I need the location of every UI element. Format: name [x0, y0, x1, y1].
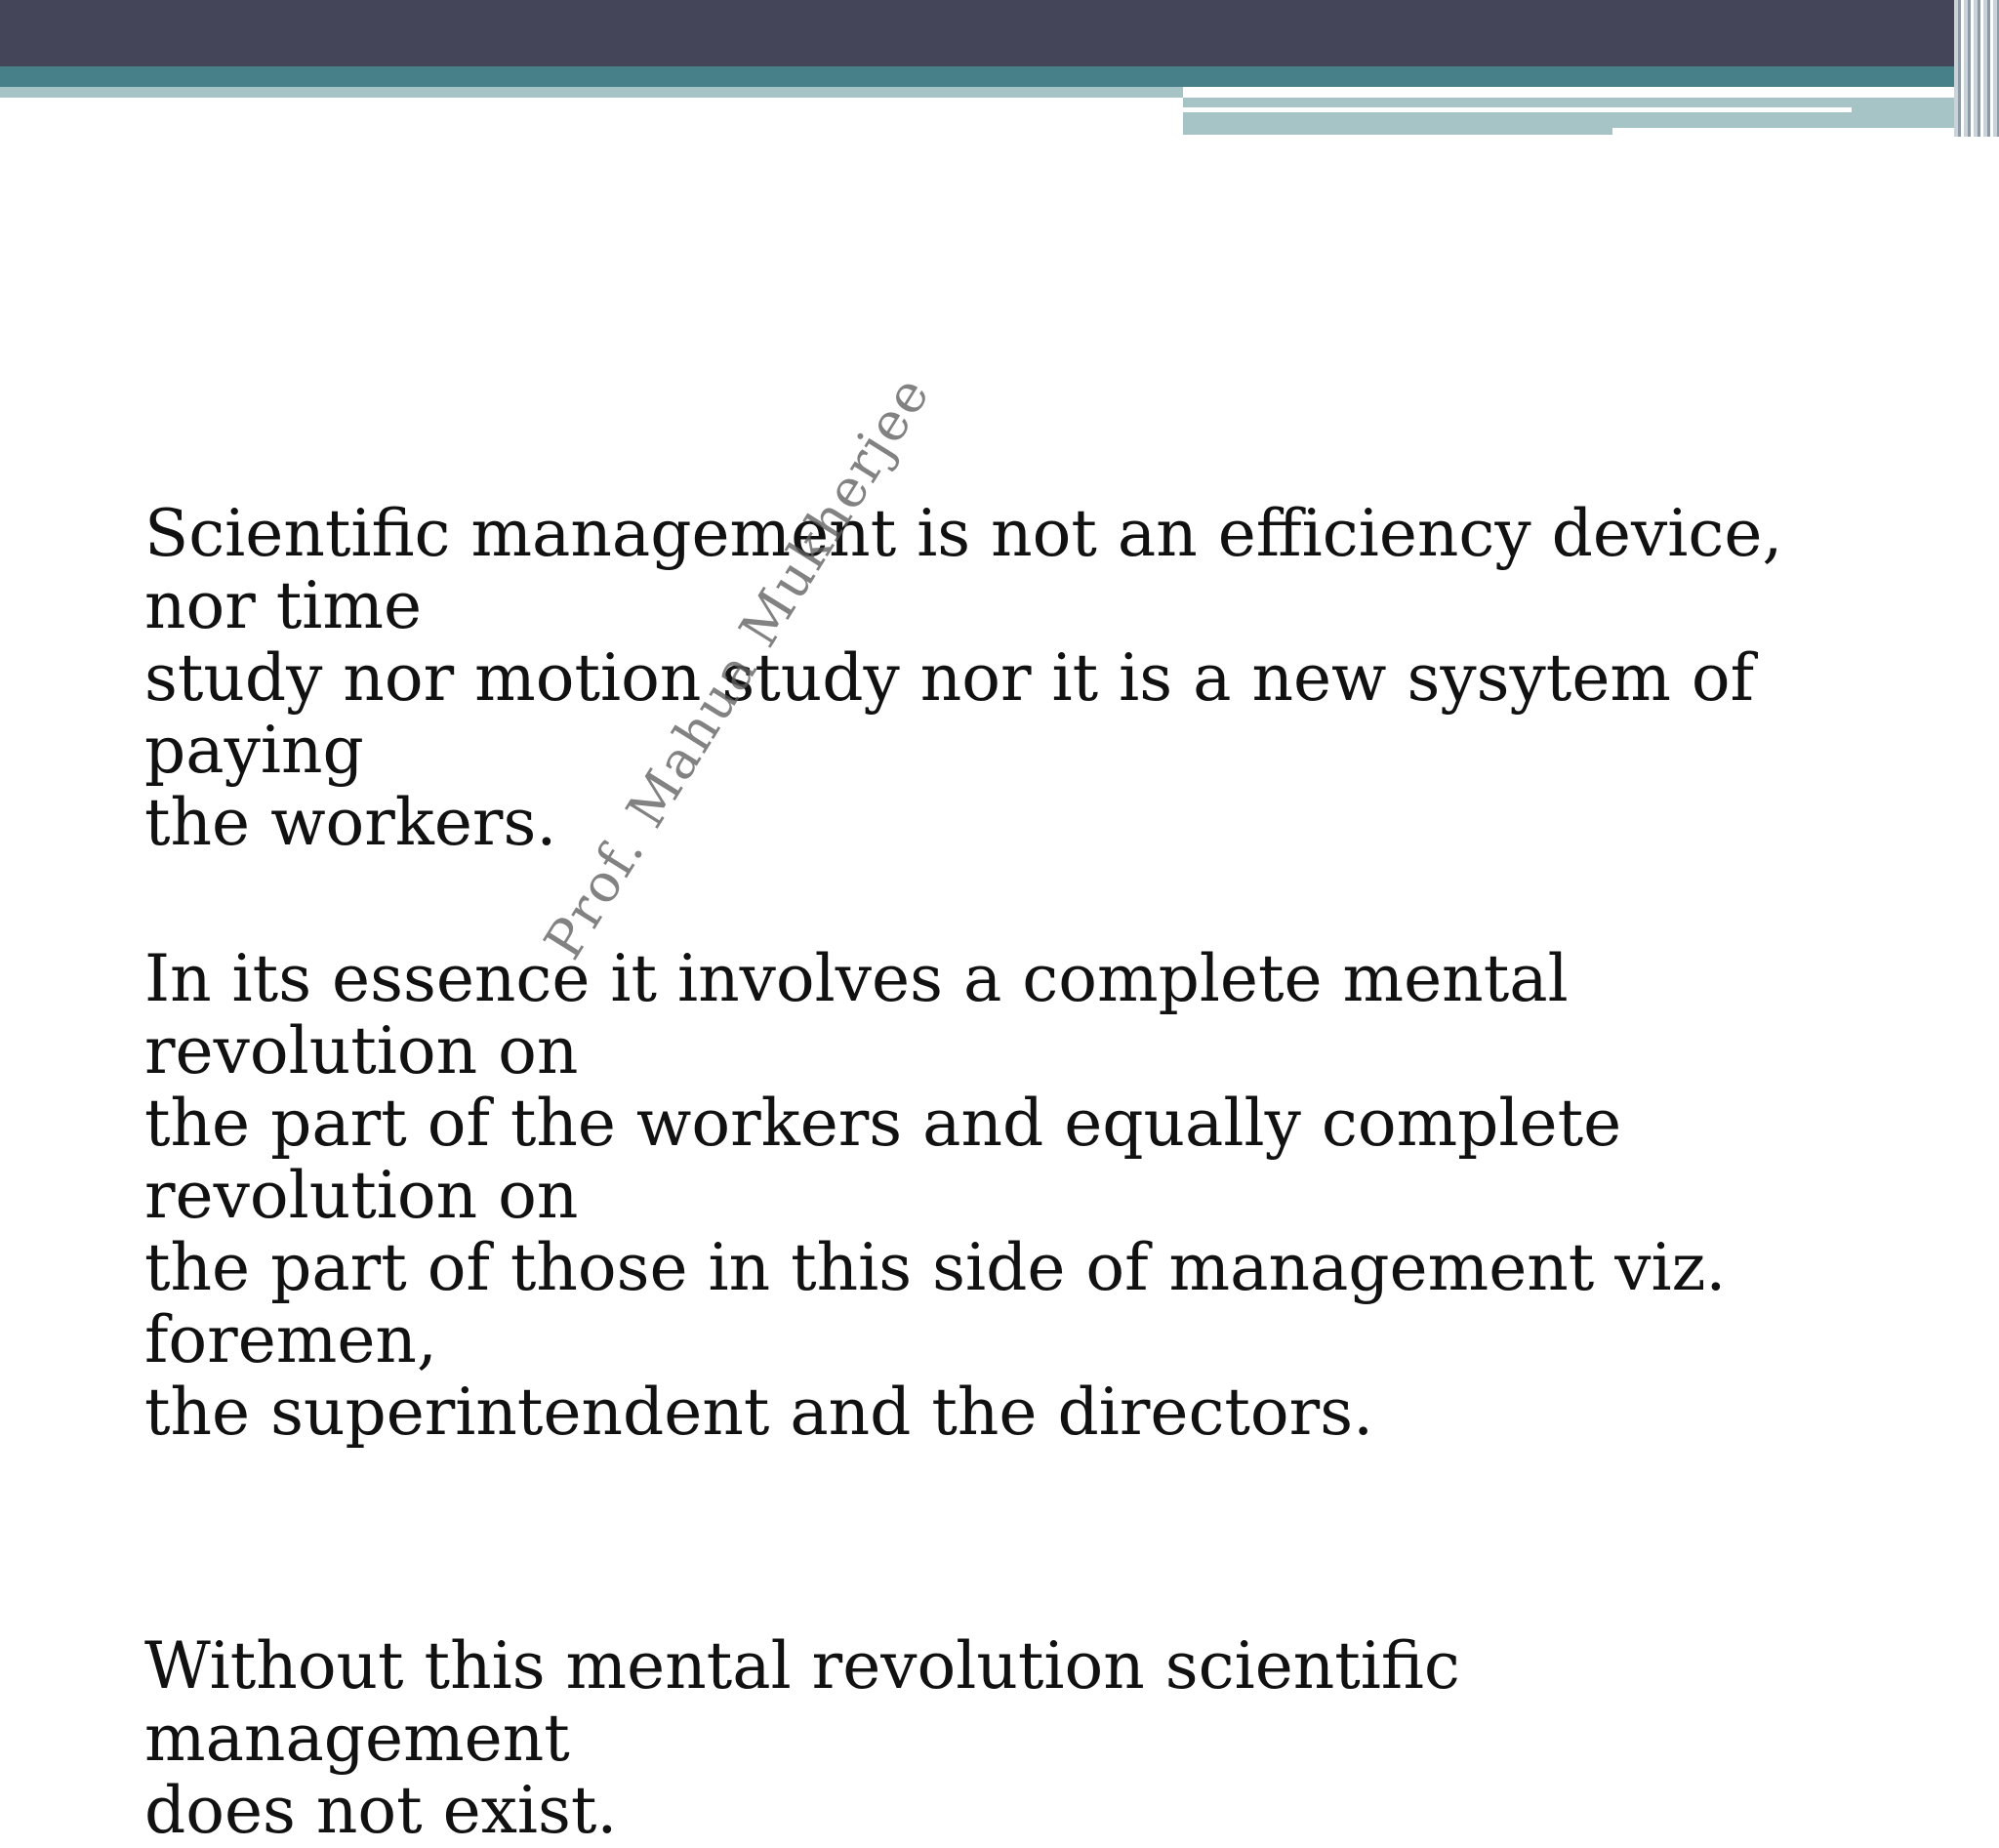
header-band [0, 0, 1999, 66]
slide-body [144, 498, 1901, 1847]
header-divider-line [1183, 107, 1852, 112]
paragraph-conclusion: Without this mental revolution scientific management does not exist. [144, 1628, 1460, 1848]
paragraph-definition: Scientific management is not an efficiency device, nor time study nor motion study nor it is a new sysytem of paying the workers. [144, 496, 1783, 860]
header-pale-strip-right-lower [1183, 115, 1612, 135]
header-edge-bars [1954, 0, 1999, 137]
header-pale-strip-right [1183, 98, 1954, 115]
header-pale-strip-left [0, 87, 1183, 98]
header-teal-strip [0, 66, 1999, 87]
author-watermark: Prof. Mahua Mukherjee [532, 364, 943, 970]
paragraph-mental-revolution: In its essence it involves a complete mental revolution on the part of the workers and equally complete revolution on the part of those in this side of management viz. foremen, the superintendent and the directors. [144, 941, 1727, 1450]
header-pale-strip-right-tail [1612, 115, 1954, 128]
